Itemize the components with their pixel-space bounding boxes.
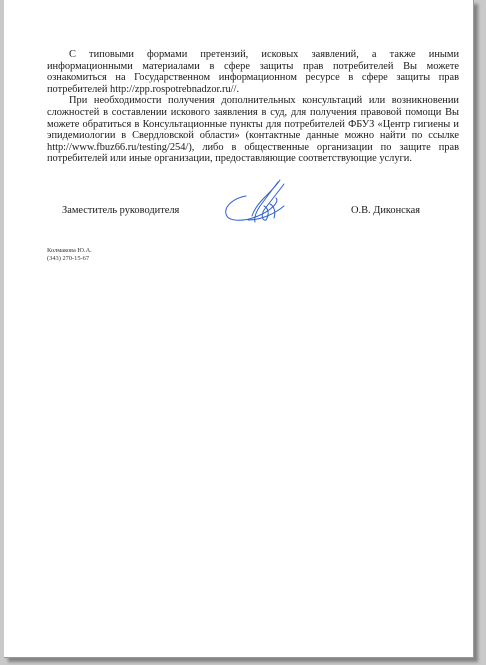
handwritten-signature [218,176,294,228]
executor-name: Колмакова Ю.А. [47,247,92,254]
paragraph-templates-info: С типовыми формами претензий, исковых заявлений, а также иными информационными материалами в сфере защиты прав потребителей Вы можете ознакомиться на Государственном информационном ресурсе в сфере защиты прав потребителей http://zpp.rospotrebnadzor.ru//. [47,49,459,95]
paragraph-consultation-info: При необходимости получения дополнительных консультаций или возникновении сложностей в составлении искового заявления в суд, для получения правовой помощи Вы можете обратиться в Консультационные пункты для потребителей ФБУЗ «Центр гигиены и эпидемиологии в Свердловской области» (контактные данные можно найти по ссылке http://www.fbuz66.ru/testing/254/), либо в общественные организации по защите прав потребителей или иные организации, предоставляющие соответствующие услуги. [47,95,459,165]
letter-body [47,49,459,165]
signer-name: О.В. Диконская [351,205,421,216]
executor-contact [47,247,92,263]
signer-position: Заместитель руководителя [62,205,180,216]
executor-phone: (343) 270-15-67 [47,255,90,262]
document-page [4,0,474,658]
